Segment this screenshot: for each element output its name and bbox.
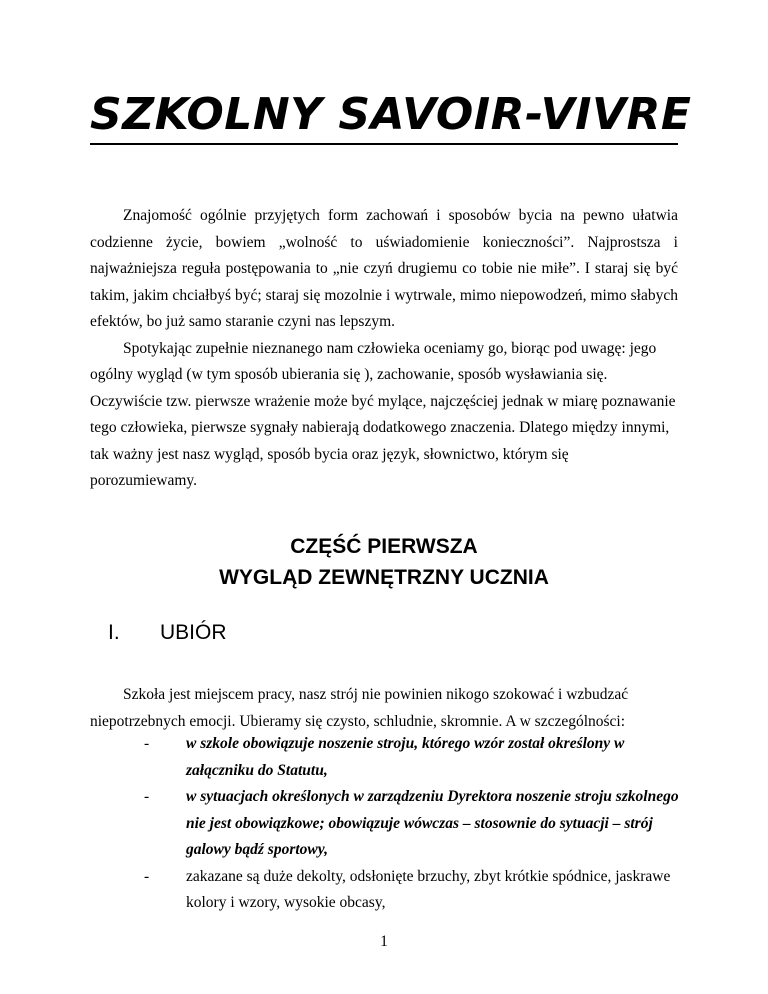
- section-paragraph: Szkoła jest miejscem pracy, nasz strój nie powinien nikogo szokować i wzbudzać niepotrzebnych emocji. Ubieramy się czysto, schludnie, skromnie. A w szczególności:: [90, 686, 629, 730]
- intro-paragraph-1: Znajomość ogólnie przyjętych form zachowań i sposobów bycia na pewno ułatwia codzienne życie, bowiem „wolność to uświadomienie konieczności”. Najprostsza i najważniejsza reguła postępowania to „nie czyń drugiemu co tobie nie miłe”. I staraj się być takim, jakim chciałbyś być; staraj się mozolnie i wytrwale, mimo niepowodzeń, mimo słabych efektów, bo już samo staranie czyni nas lepszym.: [90, 207, 678, 330]
- document-title: SZKOLNY SAVOIR-VIVRE: [90, 89, 692, 140]
- section-title: UBIÓR: [160, 621, 227, 644]
- list-item: [144, 731, 684, 784]
- bullet-dash: -: [144, 735, 150, 752]
- part-subheading: WYGLĄD ZEWNĘTRZNY UCZNIA: [219, 566, 549, 589]
- title-underline: [90, 143, 678, 145]
- bullet-dash: -: [144, 788, 150, 805]
- list-item-text: zakazane są duże dekolty, odsłonięte brzuchy, zbyt krótkie spódnice, jaskrawe kolory i wzory, wysokie obcasy,: [186, 867, 671, 911]
- list-item: [144, 784, 684, 864]
- list-item: [144, 864, 684, 917]
- intro-section: [90, 203, 678, 495]
- part-heading: CZĘŚĆ PIERWSZA: [290, 535, 478, 558]
- list-item-text: w sytuacjach określonych w zarządzeniu Dyrektora noszenie stroju szkolnego nie jest obowiązkowe; obowiązuje wówczas – stosownie do sytuacji – strój galowy bądź sportowy,: [186, 788, 679, 858]
- section-body: [90, 682, 690, 735]
- section-number: I.: [108, 621, 120, 644]
- list-item-text: w szkole obowiązuje noszenie stroju, którego wzór został określony w załączniku do Statutu,: [186, 735, 625, 779]
- page-number: 1: [380, 933, 388, 950]
- bullet-dash: -: [144, 867, 150, 885]
- intro-paragraph-2: Spotykając zupełnie nieznanego nam człowieka oceniamy go, biorąc pod uwagę: jego ogólny wygląd (w tym sposób ubierania się ), zachowanie, sposób wysławiania się. Oczywiście tzw. pierwsze wrażenie może być mylące, najczęściej jednak w miarę poznawanie tego człowieka, pierwsze sygnały nabierają dodatkowego znaczenia. Dlatego między innymi, tak ważny jest nasz wygląd, sposób bycia oraz język, słownictwo, którym się porozumiewamy.: [90, 339, 676, 489]
- rules-list: [144, 731, 684, 917]
